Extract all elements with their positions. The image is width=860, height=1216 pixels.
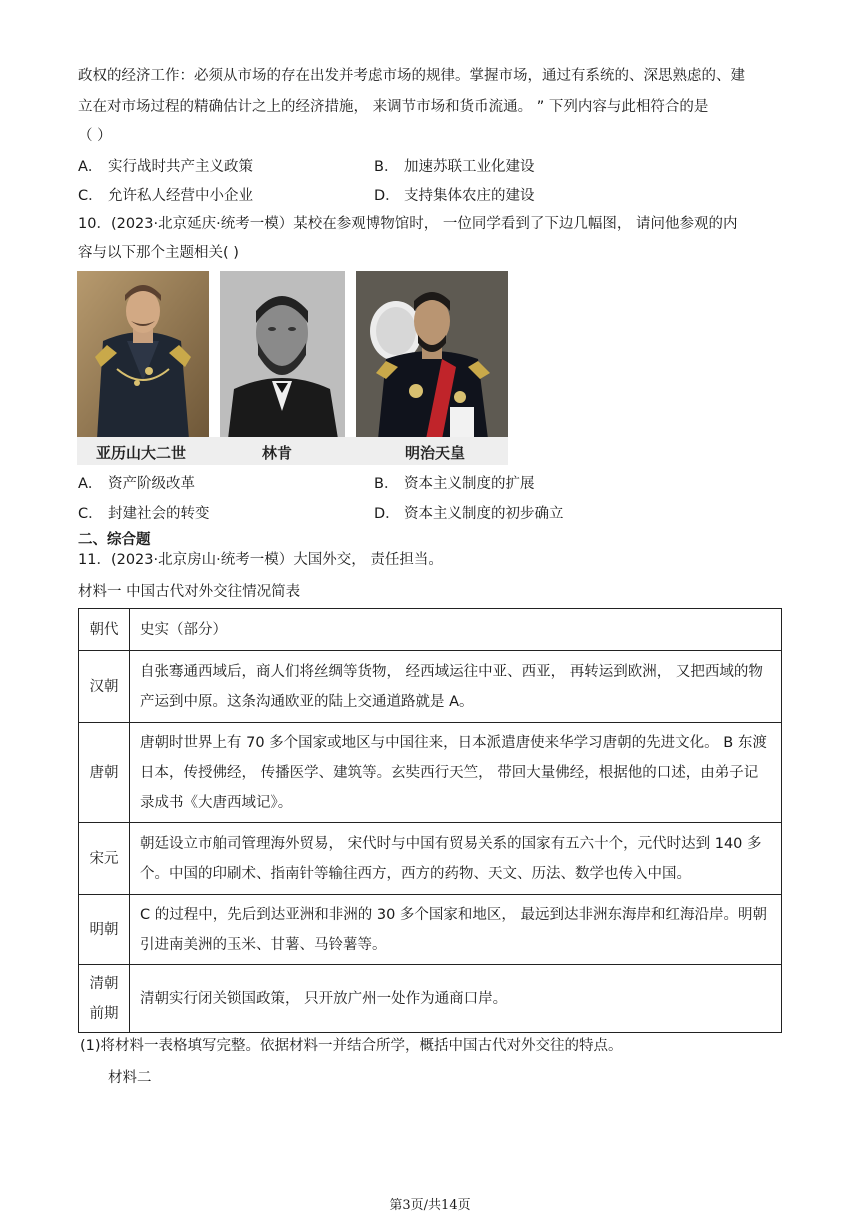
- table-header-row: [79, 609, 782, 651]
- q10-stem-line-1: 10．(2023·北京延庆·统考一模）某校在参观博物馆时， 一位同学看到了下边几幅图， 请问他参观的内: [78, 216, 738, 232]
- page-number: 第3页/共14页: [389, 1198, 471, 1213]
- q11-subquestion-1: (1)将材料一表格填写完整。依据材料一并结合所学，概括中国古代对外交往的特点。: [80, 1038, 623, 1054]
- option-text: 实行战时共产主义政策: [108, 159, 253, 175]
- table-row: [79, 651, 782, 723]
- option-text: 封建社会的转变: [108, 506, 210, 522]
- row-fact: 唐朝时世界上有 70 多个国家或地区与中国往来，日本派遣唐使来华学习唐朝的先进文化。 B 东渡日本，传授佛经， 传播医学、建筑等。玄奘西行天竺， 带回大量佛经，根据他的口述，由弟子记录成书《大唐西域记》。: [130, 723, 782, 823]
- q9-option-d[interactable]: [374, 186, 535, 206]
- option-letter: A．: [78, 476, 103, 492]
- option-letter: C．: [78, 188, 103, 204]
- q9-option-a[interactable]: [78, 157, 253, 177]
- section-title: 二、综合题: [78, 532, 151, 548]
- q10-option-d[interactable]: [374, 504, 564, 524]
- option-text: 加速苏联工业化建设: [404, 159, 535, 175]
- option-letter: D．: [374, 506, 400, 522]
- q9-answer-blank: （ ）: [78, 128, 112, 144]
- header-dynasty: 朝代: [79, 609, 130, 651]
- q10-stem-line-2: 容与以下那个主题相关( ): [78, 245, 239, 261]
- material2-title: 材料二: [108, 1070, 152, 1086]
- row-dynasty: 明朝: [79, 895, 130, 965]
- caption-meiji: 明治天皇: [405, 444, 466, 462]
- history-table: [78, 608, 782, 1033]
- q10-option-b[interactable]: [374, 474, 535, 494]
- option-letter: B．: [374, 476, 399, 492]
- material1-title: 材料一 中国古代对外交往情况简表: [78, 584, 301, 600]
- table-row: [79, 823, 782, 895]
- row-fact: 自张骞通西域后，商人们将丝绸等货物， 经西域运往中亚、西亚， 再转运到欧洲， 又把西域的物产运到中原。这条沟通欧亚的陆上交通道路就是 A。: [130, 651, 782, 723]
- q9-stem-line-1: 政权的经济工作：必须从市场的存在出发并考虑市场的规律。掌握市场，通过有系统的、深思熟虑的、建: [78, 68, 745, 84]
- table-row: [79, 895, 782, 965]
- row-fact: 清朝实行闭关锁国政策， 只开放广州一处作为通商口岸。: [130, 965, 782, 1033]
- caption-alexander-ii: 亚历山大二世: [96, 444, 187, 462]
- q10-option-c[interactable]: [78, 504, 210, 524]
- caption-lincoln: 林肯: [262, 444, 293, 462]
- table-row: [79, 965, 782, 1033]
- option-letter: A．: [78, 159, 103, 175]
- q10-option-a[interactable]: [78, 474, 195, 494]
- portrait-alexander-ii: [77, 271, 209, 439]
- option-text: 允许私人经营中小企业: [108, 188, 253, 204]
- option-text: 资本主义制度的初步确立: [404, 506, 564, 522]
- option-letter: D．: [374, 188, 400, 204]
- row-dynasty: 汉朝: [79, 651, 130, 723]
- option-text: 资本主义制度的扩展: [404, 476, 535, 492]
- table-row: [79, 723, 782, 823]
- q9-stem-line-2: 立在对市场过程的精确估计之上的经济措施， 来调节市场和货币流通。 ” 下列内容与此相符合的是: [78, 99, 709, 115]
- row-fact: 朝廷设立市舶司管理海外贸易， 宋代时与中国有贸易关系的国家有五六十个，元代时达到 140 多个。中国的印刷术、指南针等输往西方，西方的药物、天文、历法、数学也传入中国。: [130, 823, 782, 895]
- option-letter: C．: [78, 506, 103, 522]
- row-dynasty-line-2: 前期: [89, 1005, 119, 1022]
- row-dynasty: 唐朝: [79, 723, 130, 823]
- row-dynasty: [79, 965, 130, 1033]
- option-letter: B．: [374, 159, 399, 175]
- row-dynasty-line-1: 清朝: [89, 975, 119, 992]
- header-facts: 史实（部分）: [130, 609, 782, 651]
- row-fact: C 的过程中，先后到达亚洲和非洲的 30 多个国家和地区， 最远到达非洲东海岸和红海沿岸。明朝引进南美洲的玉米、甘薯、马铃薯等。: [130, 895, 782, 965]
- option-text: 资产阶级改革: [108, 476, 195, 492]
- q9-option-b[interactable]: [374, 157, 535, 177]
- option-text: 支持集体农庄的建设: [404, 188, 535, 204]
- portrait-meiji: [356, 271, 508, 439]
- row-dynasty: 宋元: [79, 823, 130, 895]
- q11-stem: 11．(2023·北京房山·统考一模）大国外交， 责任担当。: [78, 552, 443, 568]
- portrait-lincoln: [220, 271, 345, 439]
- q9-option-c[interactable]: [78, 186, 253, 206]
